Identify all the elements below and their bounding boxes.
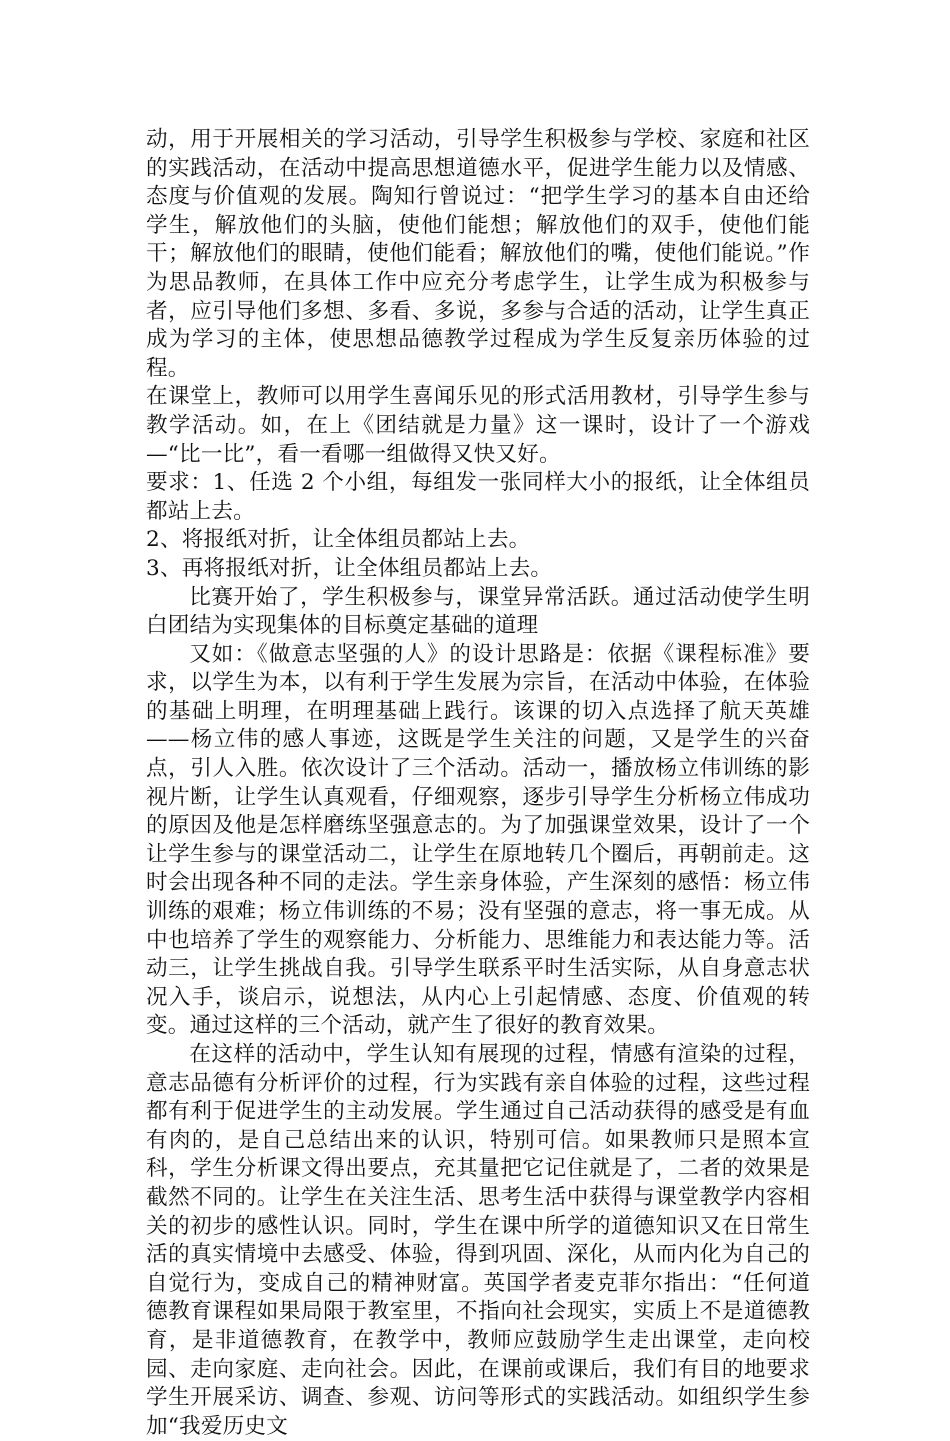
paragraph-classroom-game: 在课堂上，教师可以用学生喜闻乐见的形式活用教材，引导学生参与教学活动。如，在上《团结就是力量》这一课时，设计了一个游戏—“比一比”，看一看哪一组做得又快又好。 (146, 384, 810, 467)
paragraph-requirement-3: 3、再将报纸对折，让全体组员都站上去。 (146, 555, 553, 581)
paragraph-requirement-1: 要求：1、任选 2 个小组，每组发一张同样大小的报纸，让全体组员都站上去。 (146, 470, 810, 524)
paragraph-activity-reflection: 在这样的活动中，学生认知有展现的过程，情感有渲染的过程，意志品德有分析评价的过程，行为实践有亲自体验的过程，这些过程都有利于促进学生的主动发展。学生通过自己活动获得的感受是有血有肉的，是自己总结出来的认识，特别可信。如果教师只是照本宣科，学生分析课文得出要点，充其量把它记住就是了，二者的效果是截然不同的。让学生在关注生活、思考生活中获得与课堂教学内容相关的初步的感性认识。同时，学生在课中所学的道德知识又在日常生活的真实情境中去感受、体验，得到巩固、深化，从而内化为自己的自觉行为，变成自己的精神财富。英国学者麦克菲尔指出：“任何道德教育课程如果局限于教室里，不指向社会现实，实质上不是道德教育，是非道德教育，在教学中，教师应鼓励学生走出课堂，走向校园、走向家庭、走向社会。因此，在课前或课后，我们有目的地要求学生开展采访、调查、参观、访问等形式的实践活动。如组织学生参加“我爱历史文 (146, 1042, 810, 1439)
paragraph-requirement-2: 2、将报纸对折，让全体组员都站上去。 (146, 527, 531, 553)
document-body (146, 126, 810, 1441)
paragraph-game-result: 比赛开始了，学生积极参与，课堂异常活跃。通过活动使学生明白团结为实现集体的目标奠定基础的道理 (146, 584, 810, 639)
paragraph-continuation: 动，用于开展相关的学习活动，引导学生积极参与学校、家庭和社区的实践活动，在活动中提高思想道德水平，促进学生能力以及情感、态度与价值观的发展。陶知行曾说过：“把学生学习的基本自由还给学生，解放他们的头脑，使他们能想；解放他们的双手，使他们能干；解放他们的眼睛，使他们能看；解放他们的嘴，使他们能说。”作为思品教师，在具体工作中应充分考虑学生，让学生成为积极参与者，应引导他们多想、多看、多说，多参与合适的活动，让学生真正成为学习的主体，使思想品德教学过程成为学生反复亲历体验的过程。 (146, 127, 810, 381)
paragraph-willpower-lesson: 又如：《做意志坚强的人》的设计思路是：依据《课程标准》要求，以学生为本，以有利于学生发展为宗旨，在活动中体验，在体验的基础上明理，在明理基础上践行。该课的切入点选择了航天英雄——杨立伟的感人事迹，这既是学生关注的问题，又是学生的兴奋点，引人入胜。依次设计了三个活动。活动一，播放杨立伟训练的影视片断，让学生认真观看，仔细观察，逐步引导学生分析杨立伟成功的原因及他是怎样磨练坚强意志的。为了加强课堂效果，设计了一个让学生参与的课堂活动二，让学生在原地转几个圈后，再朝前走。这时会出现各种不同的走法。学生亲身体验，产生深刻的感悟：杨立伟训练的艰难；杨立伟训练的不易；没有坚强的意志，将一事无成。从中也培养了学生的观察能力、分析能力、思维能力和表达能力等。活动三，让学生挑战自我。引导学生联系平时生活实际，从自身意志状况入手，谈启示，说想法，从内心上引起情感、态度、价值观的转变。通过这样的三个活动，就产生了很好的教育效果。 (146, 641, 810, 1039)
